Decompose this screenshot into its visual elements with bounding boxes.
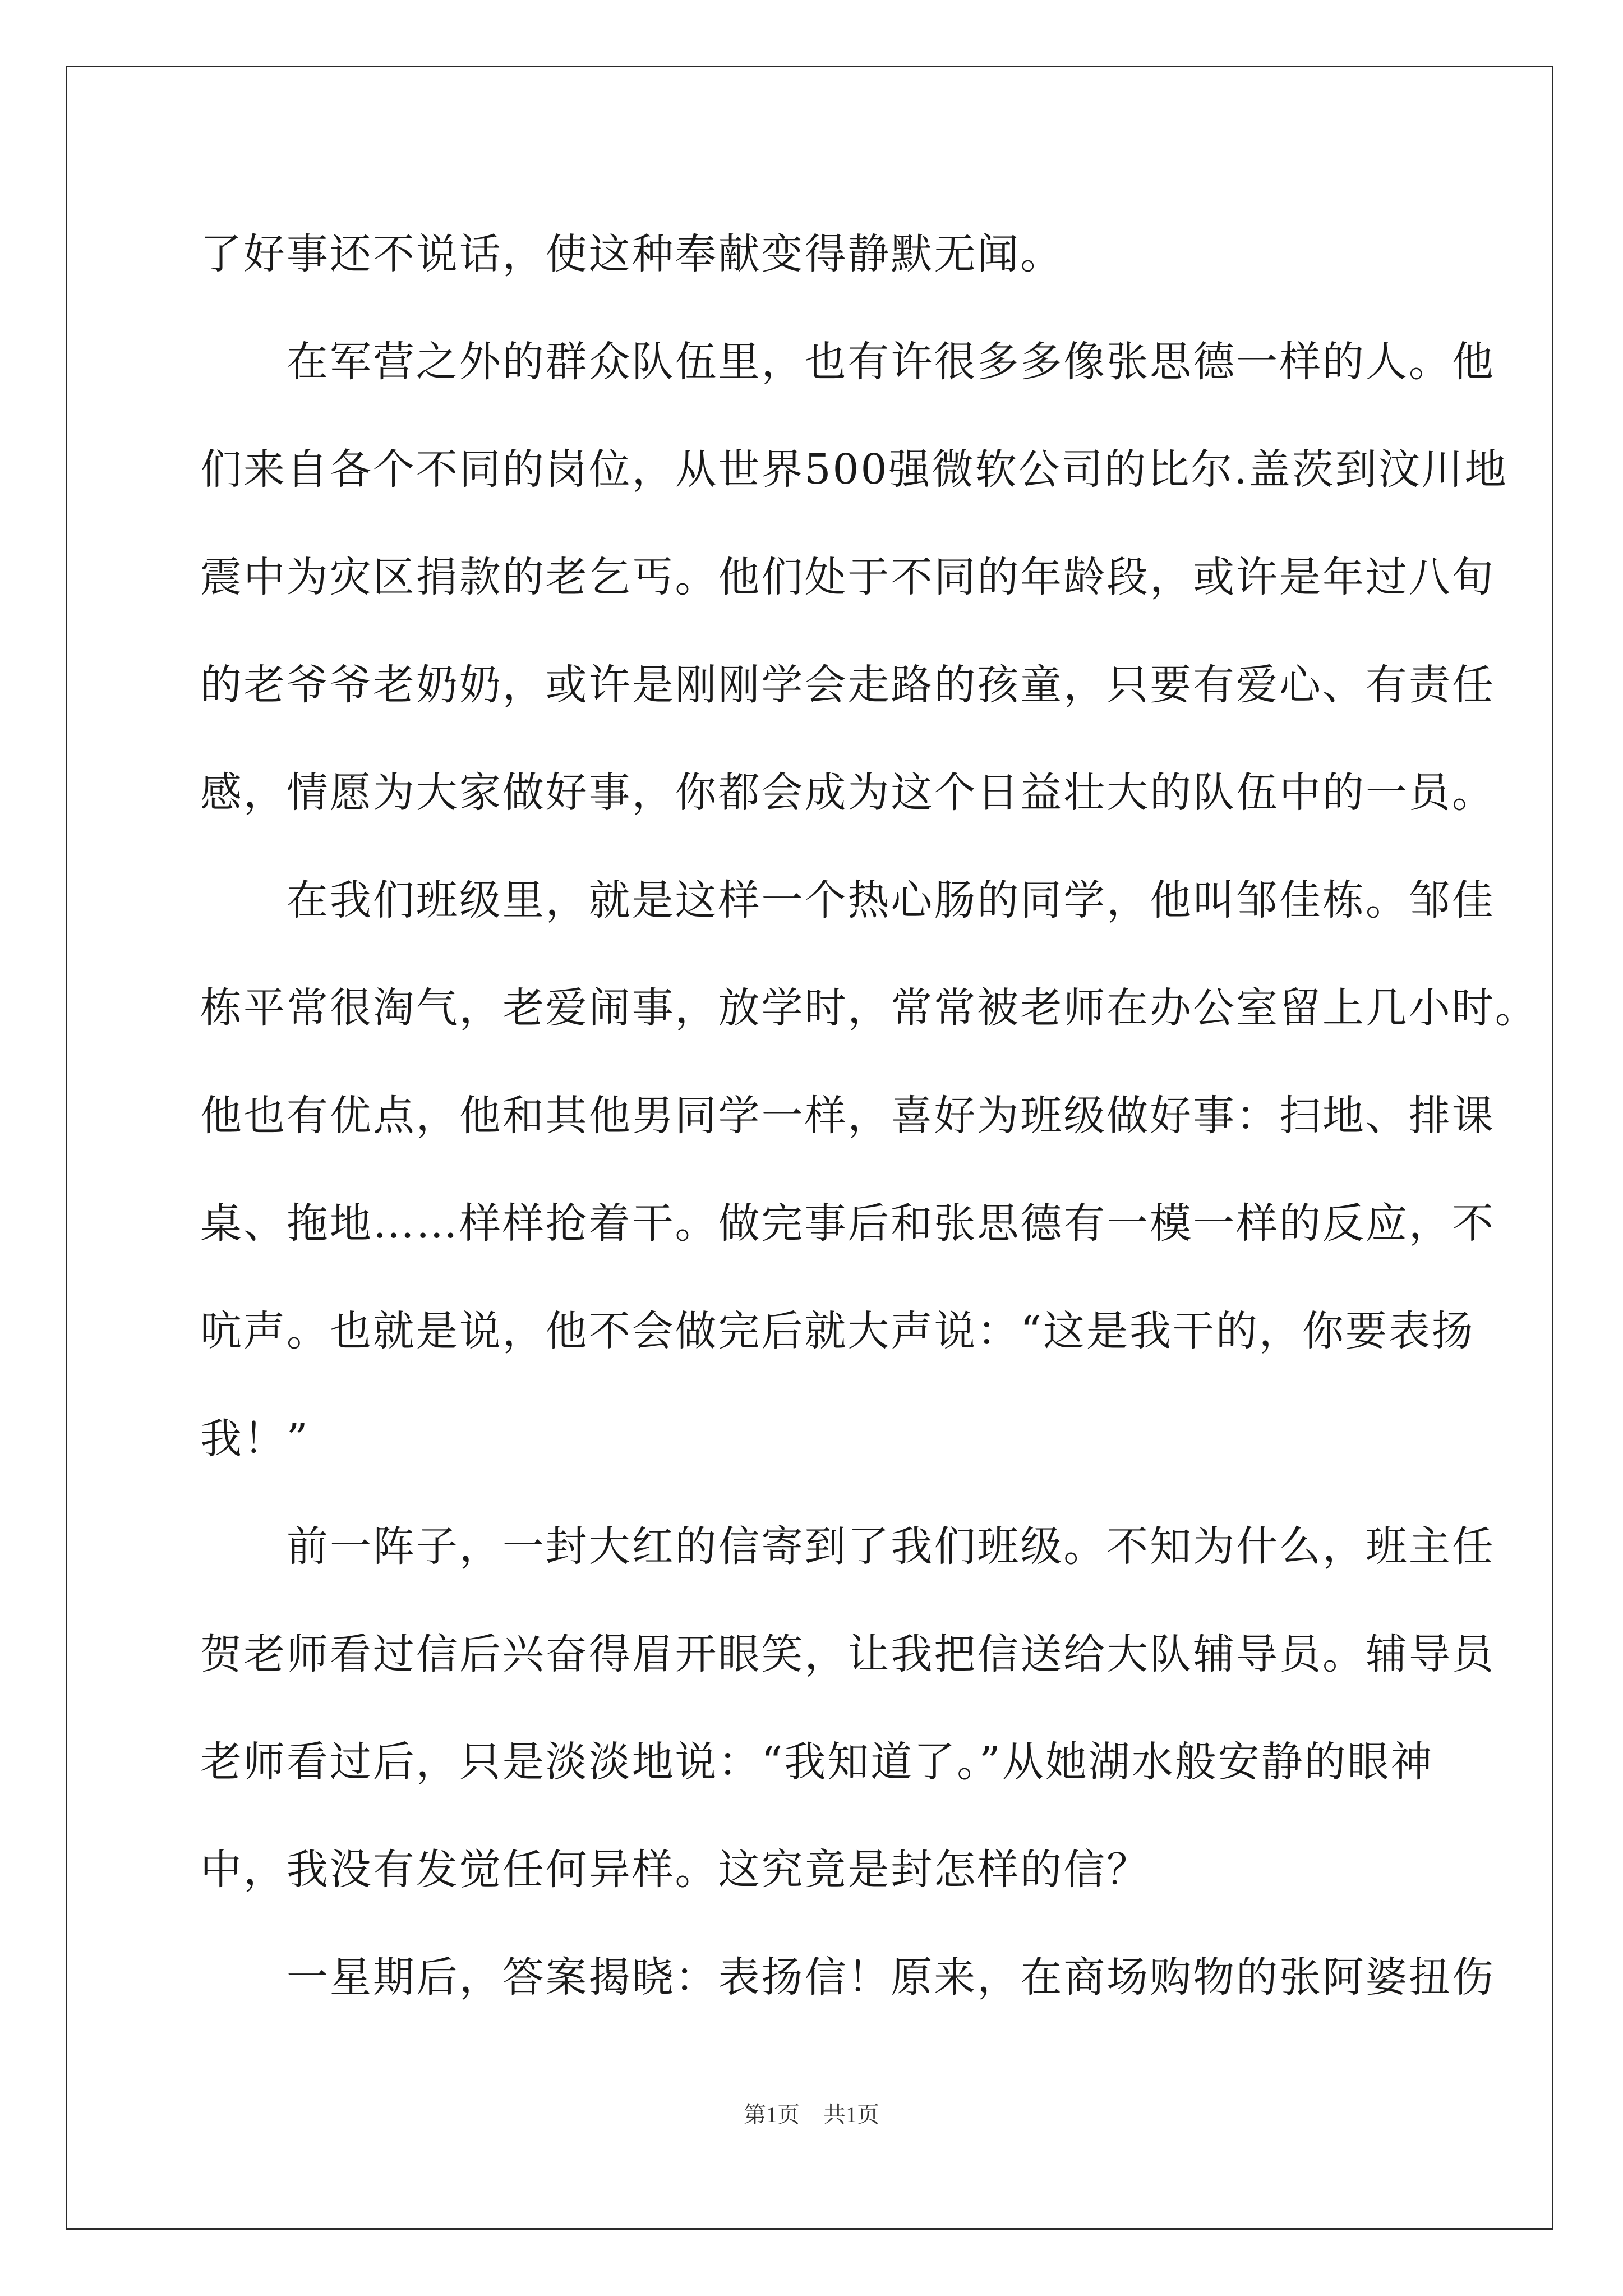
text-line: 了好事还不说话，使这种奉献变得静默无闻。 <box>200 230 1064 278</box>
text-line: 一星期后，答案揭晓：表扬信！原来，在商场购物的张阿婆扭伤 <box>200 1953 1495 2001</box>
text-line: 吭声。也就是说，他不会做完后就大声说：“这是我干的，你要表扬 <box>200 1307 1475 1355</box>
text-line: 在军营之外的群众队伍里，也有许很多多像张思德一样的人。他 <box>200 338 1495 386</box>
text-line: 他也有优点，他和其他男同学一样，喜好为班级做好事：扫地、排课 <box>200 1092 1495 1140</box>
page-number: 第1页 <box>744 2102 800 2127</box>
page-footer <box>0 2097 1623 2129</box>
page-total: 共1页 <box>823 2102 879 2127</box>
text-line: 在我们班级里，就是这样一个热心肠的同学，他叫邹佳栋。邹佳 <box>200 876 1495 924</box>
text-line: 桌、拖地……样样抢着干。做完事后和张思德有一模一样的反应，不 <box>200 1199 1495 1248</box>
text-line: 我！” <box>200 1415 310 1463</box>
text-line: 感，情愿为大家做好事，你都会成为这个日益壮大的队伍中的一员。 <box>200 769 1495 817</box>
text-line: 震中为灾区捐款的老乞丐。他们处于不同的年龄段，或许是年过八旬 <box>200 553 1495 601</box>
text-line: 老师看过后，只是淡淡地说：“我知道了。”从她湖水般安静的眼神 <box>200 1738 1434 1786</box>
text-line: 中，我没有发觉任何异样。这究竟是封怎样的信？ <box>200 1846 1150 1894</box>
text-line: 贺老师看过信后兴奋得眉开眼笑，让我把信送给大队辅导员。辅导员 <box>200 1630 1495 1678</box>
text-line: 栋平常很淘气，老爱闹事，放学时，常常被老师在办公室留上几小时。 <box>200 984 1538 1032</box>
text-line: 前一阵子，一封大红的信寄到了我们班级。不知为什么，班主任 <box>200 1522 1495 1571</box>
text-line: 们来自各个不同的岗位，从世界500强微软公司的比尔.盖茨到汶川地 <box>200 445 1508 494</box>
text-line: 的老爷爷老奶奶，或许是刚刚学会走路的孩童，只要有爱心、有责任 <box>200 661 1495 709</box>
